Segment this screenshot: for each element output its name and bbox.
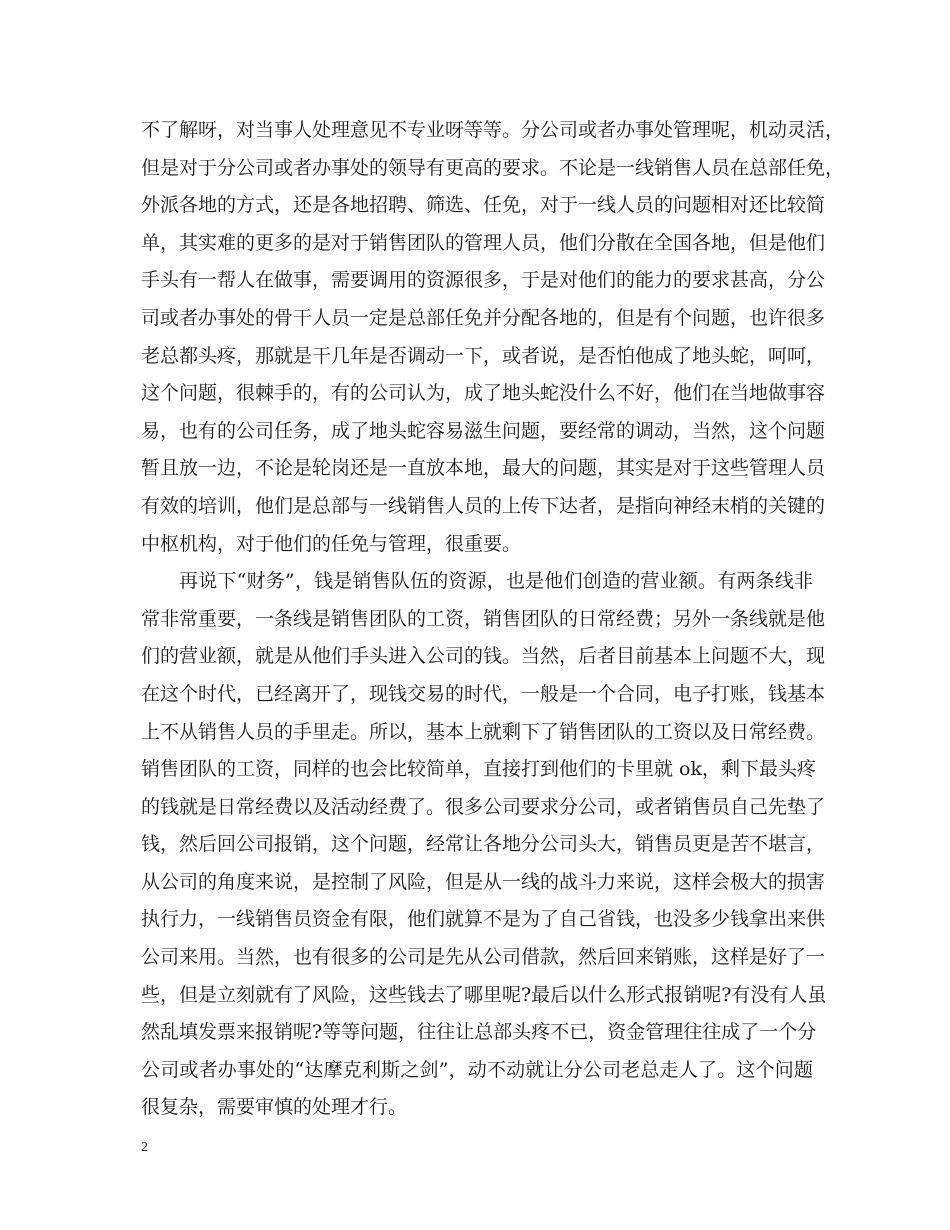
paragraph-2-line-9: 从公司的角度来说，是控制了风险，但是从一线的战斗力来说，这样会极大的损害 xyxy=(141,870,826,893)
paragraph-1-line-9: 易，也有的公司任务，成了地头蛇容易滋生问题，要经常的调动，当然，这个问题 xyxy=(141,419,826,442)
page-number: 2 xyxy=(141,1140,148,1155)
paragraph-2-line-4: 在这个时代，已经离开了，现钱交易的时代，一般是一个合同，电子打账，钱基本 xyxy=(141,682,826,705)
paragraph-1-line-6: 司或者办事处的骨干人员一定是总部任免并分配各地的，但是有个问题，也许很多 xyxy=(141,306,826,329)
paragraph-1-line-1: 不了解呀，对当事人处理意见不专业呀等等。分公司或者办事处管理呢，机动灵活， xyxy=(141,119,845,141)
paragraph-2-line-2: 常非常重要，一条线是销售团队的工资，销售团队的日常经费；另外一条线就是他 xyxy=(141,607,826,630)
paragraph-2-line-10: 执行力，一线销售员资金有限，他们就算不是为了自己省钱，也没多少钱拿出来供 xyxy=(141,908,826,931)
paragraph-1-line-10: 暂且放一边，不论是轮岗还是一直放本地，最大的问题，其实是对于这些管理人员 xyxy=(141,457,826,480)
paragraph-2-line-14: 公司或者办事处的“达摩克利斯之剑”，动不动就让分公司老总走人了。这个问题 xyxy=(141,1058,813,1081)
paragraph-1-line-7: 老总都头疼，那就是干几年是否调动一下，或者说，是否怕他成了地头蛇，呵呵， xyxy=(141,344,826,367)
paragraph-1-line-3: 外派各地的方式，还是各地招聘、筛选、任免，对于一线人员的问题相对还比较简 xyxy=(141,194,826,217)
paragraph-1-line-2: 但是对于分公司或者办事处的领导有更高的要求。不论是一线销售人员在总部任免， xyxy=(141,156,845,179)
paragraph-2-line-3: 们的营业额，就是从他们手头进入公司的钱。当然，后者目前基本上问题不大，现 xyxy=(141,645,826,668)
paragraph-1-line-5: 手头有一帮人在做事，需要调用的资源很多，于是对他们的能力的要求甚高，分公 xyxy=(141,269,826,292)
paragraph-2-line-6: 销售团队的工资，同样的也会比较简单，直接打到他们的卡里就 ok，剩下最头疼 xyxy=(141,758,816,781)
paragraph-1-line-12: 中枢机构，对于他们的任免与管理，很重要。 xyxy=(141,532,522,555)
paragraph-1-line-8: 这个问题，很棘手的，有的公司认为，成了地头蛇没什么不好，他们在当地做事容 xyxy=(141,382,826,405)
paragraph-1-line-11: 有效的培训，他们是总部与一线销售人员的上传下达者，是指向神经末梢的关键的 xyxy=(141,494,826,517)
paragraph-2-line-13: 然乱填发票来报销呢?等等问题，往往让总部头疼不已，资金管理往往成了一个分 xyxy=(141,1021,817,1044)
paragraph-2-line-15: 很复杂，需要审慎的处理才行。 xyxy=(141,1096,408,1119)
paragraph-2-line-11: 公司来用。当然，也有很多的公司是先从公司借款，然后回来销账，这样是好了一 xyxy=(141,946,826,969)
paragraph-2-line-12: 些，但是立刻就有了风险，这些钱去了哪里呢?最后以什么形式报销呢?有没有人虽 xyxy=(141,983,827,1006)
paragraph-2-line-7: 的钱就是日常经费以及活动经费了。很多公司要求分公司，或者销售员自己先垫了 xyxy=(141,795,826,818)
paragraph-2-line-1: 再说下“财务”，钱是销售队伍的资源，也是他们创造的营业额。有两条线非 xyxy=(179,570,813,593)
paragraph-1-line-4: 单，其实难的更多的是对于销售团队的管理人员，他们分散在全国各地，但是他们 xyxy=(141,231,826,254)
paragraph-2-line-5: 上不从销售人员的手里走。所以，基本上就剩下了销售团队的工资以及日常经费。 xyxy=(141,720,826,743)
document-body xyxy=(141,112,845,1127)
paragraph-2-line-8: 钱，然后回公司报销，这个问题，经常让各地分公司头大，销售员更是苦不堪言， xyxy=(141,833,826,856)
